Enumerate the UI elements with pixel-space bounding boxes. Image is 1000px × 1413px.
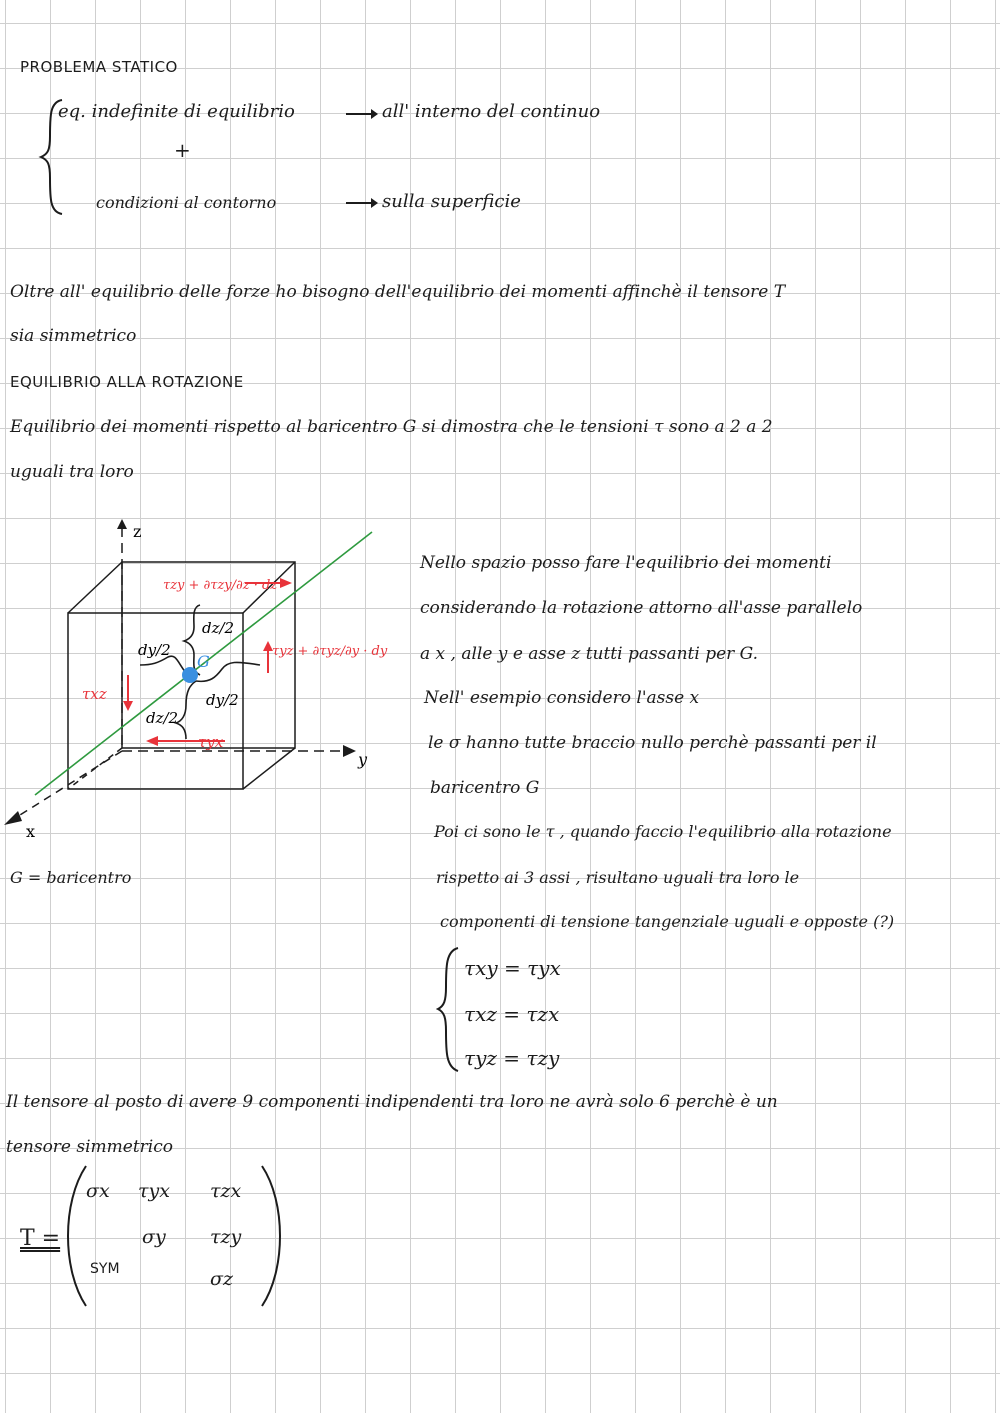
- right-text-line: baricentro G: [430, 778, 540, 798]
- para1-line1: Oltre all' equilibrio delle forze ho bisogno dell'equilibrio dei momenti affinchè il tensore T: [10, 282, 786, 302]
- system-line2-right: sulla superficie: [382, 191, 521, 212]
- right-text-line: componenti di tensione tangenziale uguali e opposte (?): [440, 912, 895, 931]
- tau-zy-label: τzy + ∂τzy/∂z · dz: [163, 578, 278, 593]
- matrix-r3c3: σz: [210, 1268, 233, 1290]
- system-plus: +: [174, 138, 191, 162]
- system-line1-right: all' interno del continuo: [382, 101, 601, 122]
- equality-line: τyz = τzy: [464, 1046, 560, 1070]
- equality-line: τxy = τyx: [464, 956, 561, 980]
- z-axis-arrow-icon: [117, 519, 127, 529]
- tau-zy-arrow-icon: [280, 578, 292, 588]
- system-line1-left: eq. indefinite di equilibrio: [58, 101, 295, 122]
- system-line2-left: condizioni al contorno: [96, 193, 277, 212]
- equalities-brace-icon: [436, 945, 462, 1075]
- heading-problema-statico: PROBLEMA STATICO: [20, 58, 178, 76]
- y-axis-arrow-icon: [343, 745, 356, 757]
- g-point: [182, 667, 198, 683]
- para3-line2: tensore simmetrico: [6, 1137, 174, 1157]
- matrix-r1c2: τyx: [138, 1180, 170, 1202]
- para3-line1: Il tensore al posto di avere 9 componenti indipendenti tra loro ne avrà solo 6 perchè è un: [6, 1092, 778, 1112]
- dz2-top-label: dz/2: [202, 619, 235, 637]
- right-text-line: a x , alle y e asse z tutti passanti per G.: [420, 644, 759, 664]
- matrix-r2c3: τzy: [210, 1226, 242, 1248]
- matrix-r1c1: σx: [86, 1180, 110, 1202]
- x-axis-arrow-icon: [4, 811, 22, 825]
- dz2-bottom-label: dz/2: [146, 709, 179, 727]
- equality-line: τxz = τzx: [464, 1002, 560, 1026]
- right-text-line: Nello spazio posso fare l'equilibrio dei momenti: [420, 553, 832, 573]
- tau-xz-label: τxz: [82, 685, 107, 703]
- axis-x-label: x: [26, 822, 36, 841]
- tau-yx-arrow-icon: [146, 736, 158, 746]
- arrow-right-icon: [345, 197, 379, 209]
- para2-line1: Equilibrio dei momenti rispetto al baricentro G si dimostra che le tensioni τ sono a 2 a 2: [10, 417, 773, 437]
- g-point-label: G: [197, 652, 210, 671]
- matrix-lhs: T =: [20, 1226, 61, 1251]
- para1-line2: sia simmetrico: [10, 326, 137, 346]
- right-text-line: Poi ci sono le τ , quando faccio l'equilibrio alla rotazione: [434, 822, 892, 841]
- cube-diagram: [0, 515, 420, 845]
- tau-xz-arrow-icon: [123, 701, 133, 711]
- tau-yx-label: τyx: [198, 733, 224, 751]
- matrix-r1c3: τzx: [210, 1180, 242, 1202]
- matrix-r2c2: σy: [142, 1226, 166, 1248]
- axis-y-label: y: [358, 750, 368, 769]
- arrow-right-icon: [345, 108, 379, 120]
- dy2-right-label: dy/2: [206, 691, 239, 709]
- right-text-line: considerando la rotazione attorno all'asse parallelo: [420, 598, 863, 618]
- right-text-line: Nell' esempio considero l'asse x: [424, 688, 700, 708]
- para2-line2: uguali tra loro: [10, 462, 134, 482]
- matrix-r3c1: SYM: [90, 1261, 120, 1277]
- heading-equilibrio-rotazione: EQUILIBRIO ALLA ROTAZIONE: [10, 373, 244, 391]
- dy2-left-label: dy/2: [138, 641, 171, 659]
- right-text-line: rispetto ai 3 assi , risultano uguali tra loro le: [436, 868, 800, 887]
- right-text-line: le σ hanno tutte braccio nullo perchè passanti per il: [428, 733, 877, 753]
- axis-z-label: z: [133, 522, 142, 541]
- tau-yz-label: τyz + ∂τyz/∂y · dy: [272, 644, 388, 659]
- g-note: G = baricentro: [10, 868, 132, 887]
- x-axis-line: [12, 751, 122, 820]
